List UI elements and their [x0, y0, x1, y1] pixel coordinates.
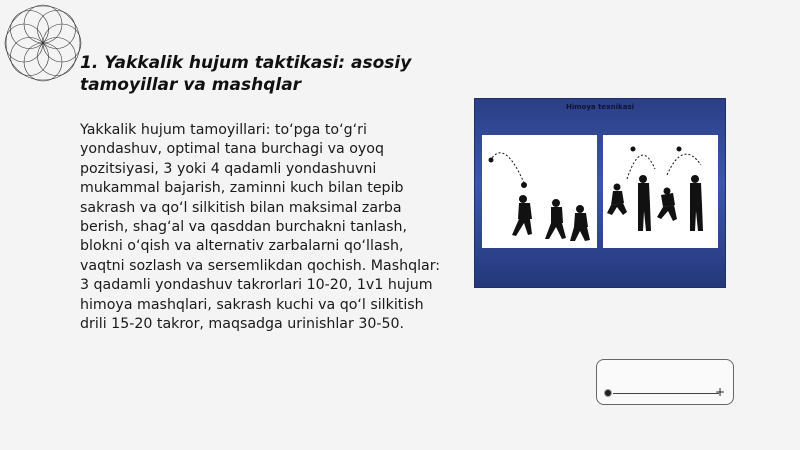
audio-progress-track[interactable]: [613, 393, 719, 394]
left-illustration-panel: [482, 135, 597, 248]
play-dot-icon[interactable]: [604, 389, 612, 397]
technique-figure: [475, 99, 725, 287]
volleyball-block-illustration-icon: [482, 135, 597, 248]
track-end-icon: +: [715, 385, 726, 399]
body-paragraph: Yakkalik hujum tamoyillari: to‘pga to‘g‘ri yondashuv, optimal tana burchagi va oyoq pozitsiyasi, 3 yoki 4 qadamli yondashuvni mukammal bajarish, zaminni kuch bilan tepib sakrash va qo‘l silkitish bilan maksimal zarba berish, shag‘al va qasddan burchakni tanlash, blokni o‘qish va alternativ zarbalarni qo‘llash, vaqtni sozlash va sersemlikdan qochish. Mashqlar: 3 qadamli yondashuv takrorlari 10-20, 1v1 hujum himoya mashqlari, sakrash kuchi va qo‘l silkitish drili 15-20 takror, maqsadga urinishlar 30-50.: [80, 122, 441, 333]
audio-player[interactable]: [596, 359, 734, 405]
slide-title: 1. Yakkalik hujum taktikasi: asosiy tamoyillar va mashqlar: [80, 53, 412, 95]
right-illustration-panel: [603, 135, 718, 248]
figure-caption: Himoya texnikasi: [565, 103, 635, 111]
decorative-circle-ornament: [4, 4, 82, 82]
volleyball-jump-illustration-icon: [603, 135, 718, 248]
